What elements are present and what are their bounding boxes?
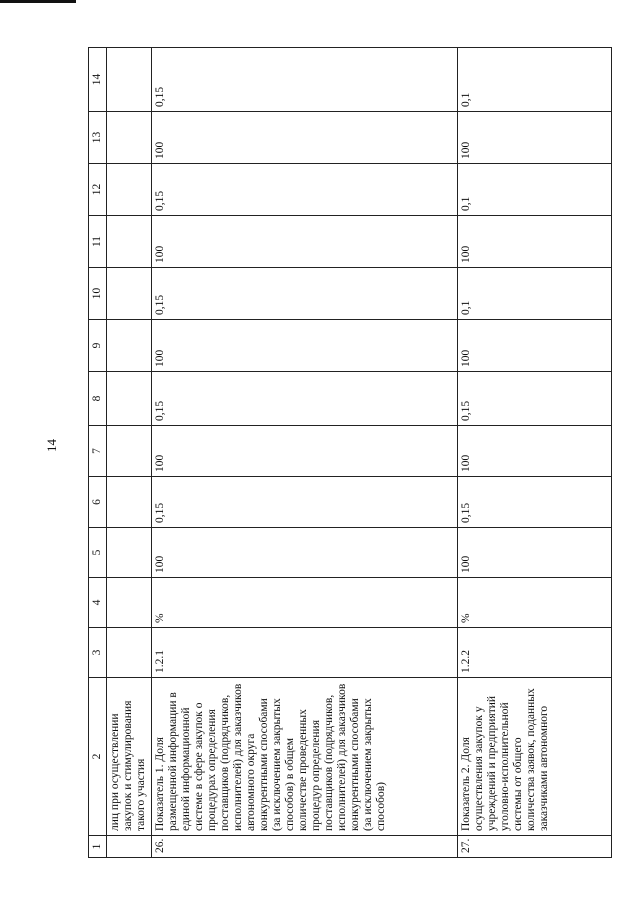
table-cell: % [152,578,458,628]
column-number-row [89,48,107,858]
table-cell [107,164,152,216]
table-cell: 1.2.1 [152,628,458,678]
table-cell: 100 [152,426,458,477]
table-cell [107,426,152,477]
column-header: 14 [89,48,107,112]
column-header: 12 [89,164,107,216]
column-header: 2 [89,678,107,836]
table-cell: 0,1 [458,268,612,320]
table-cell: % [458,578,612,628]
row-number [107,836,152,858]
table-cell: 1.2.2 [458,628,612,678]
table-cell: 0,15 [152,372,458,426]
table-cell: 100 [152,216,458,268]
table-cell: 0,15 [458,372,612,426]
indicator-text: лиц при осуществлении закупок и стимулирования такого участия [107,678,152,836]
table-cell [107,216,152,268]
page-number: 14 [44,439,59,452]
table-cell: 0,15 [152,477,458,528]
column-header: 1 [89,836,107,858]
column-header: 4 [89,578,107,628]
table-cell [107,477,152,528]
table-cell [107,268,152,320]
table-cell: 100 [458,528,612,578]
table-cell: 0,15 [458,477,612,528]
table-cell [107,48,152,112]
column-header: 8 [89,372,107,426]
indicator-text: Показатель 1. Доля размещенной информации в единой информационной системе в сфере закупок о процедурах определения поставщиков (подрядчиков, исполнителей) для заказчиков автономного округа конкурентными способами (за исключением закрытых способов) в общем количестве проведенных процедур определения поставщиков (подрядчиков, исполнителей) для заказчиков конкурентными способами (за исключением закрытых способов) [152,678,458,836]
table-cell: 0,15 [152,268,458,320]
table-cell: 0,15 [152,48,458,112]
table-cell [107,578,152,628]
row-number: 27. [458,836,612,858]
column-header: 7 [89,426,107,477]
table-cell: 100 [152,112,458,164]
table-cell: 100 [152,320,458,372]
column-header: 5 [89,528,107,578]
table-cell: 100 [458,320,612,372]
rotated-table-wrapper [88,48,612,858]
table-cell [107,628,152,678]
column-header: 10 [89,268,107,320]
table-cell: 0,1 [458,164,612,216]
table-cell: 0,15 [152,164,458,216]
table-cell [107,372,152,426]
table-cell [107,112,152,164]
indicator-text: Показатель 2. Доля осуществления закупок у учреждений и предприятий уголовно-исполнительной системы от общего количества заявок, поданных заказчиками автономного [458,678,612,836]
row-number: 26. [152,836,458,858]
indicators-table [88,47,612,858]
column-header: 3 [89,628,107,678]
column-header: 9 [89,320,107,372]
table-cell: 100 [152,528,458,578]
table-body [89,48,612,858]
table-cell: 0,1 [458,48,612,112]
table-row [107,48,152,858]
table-cell [107,320,152,372]
table-cell: 100 [458,216,612,268]
top-rule [0,0,76,3]
table-cell [107,528,152,578]
table-cell: 100 [458,426,612,477]
column-header: 11 [89,216,107,268]
table-row [458,48,612,858]
column-header: 13 [89,112,107,164]
table-row [152,48,458,858]
column-header: 6 [89,477,107,528]
table-cell: 100 [458,112,612,164]
